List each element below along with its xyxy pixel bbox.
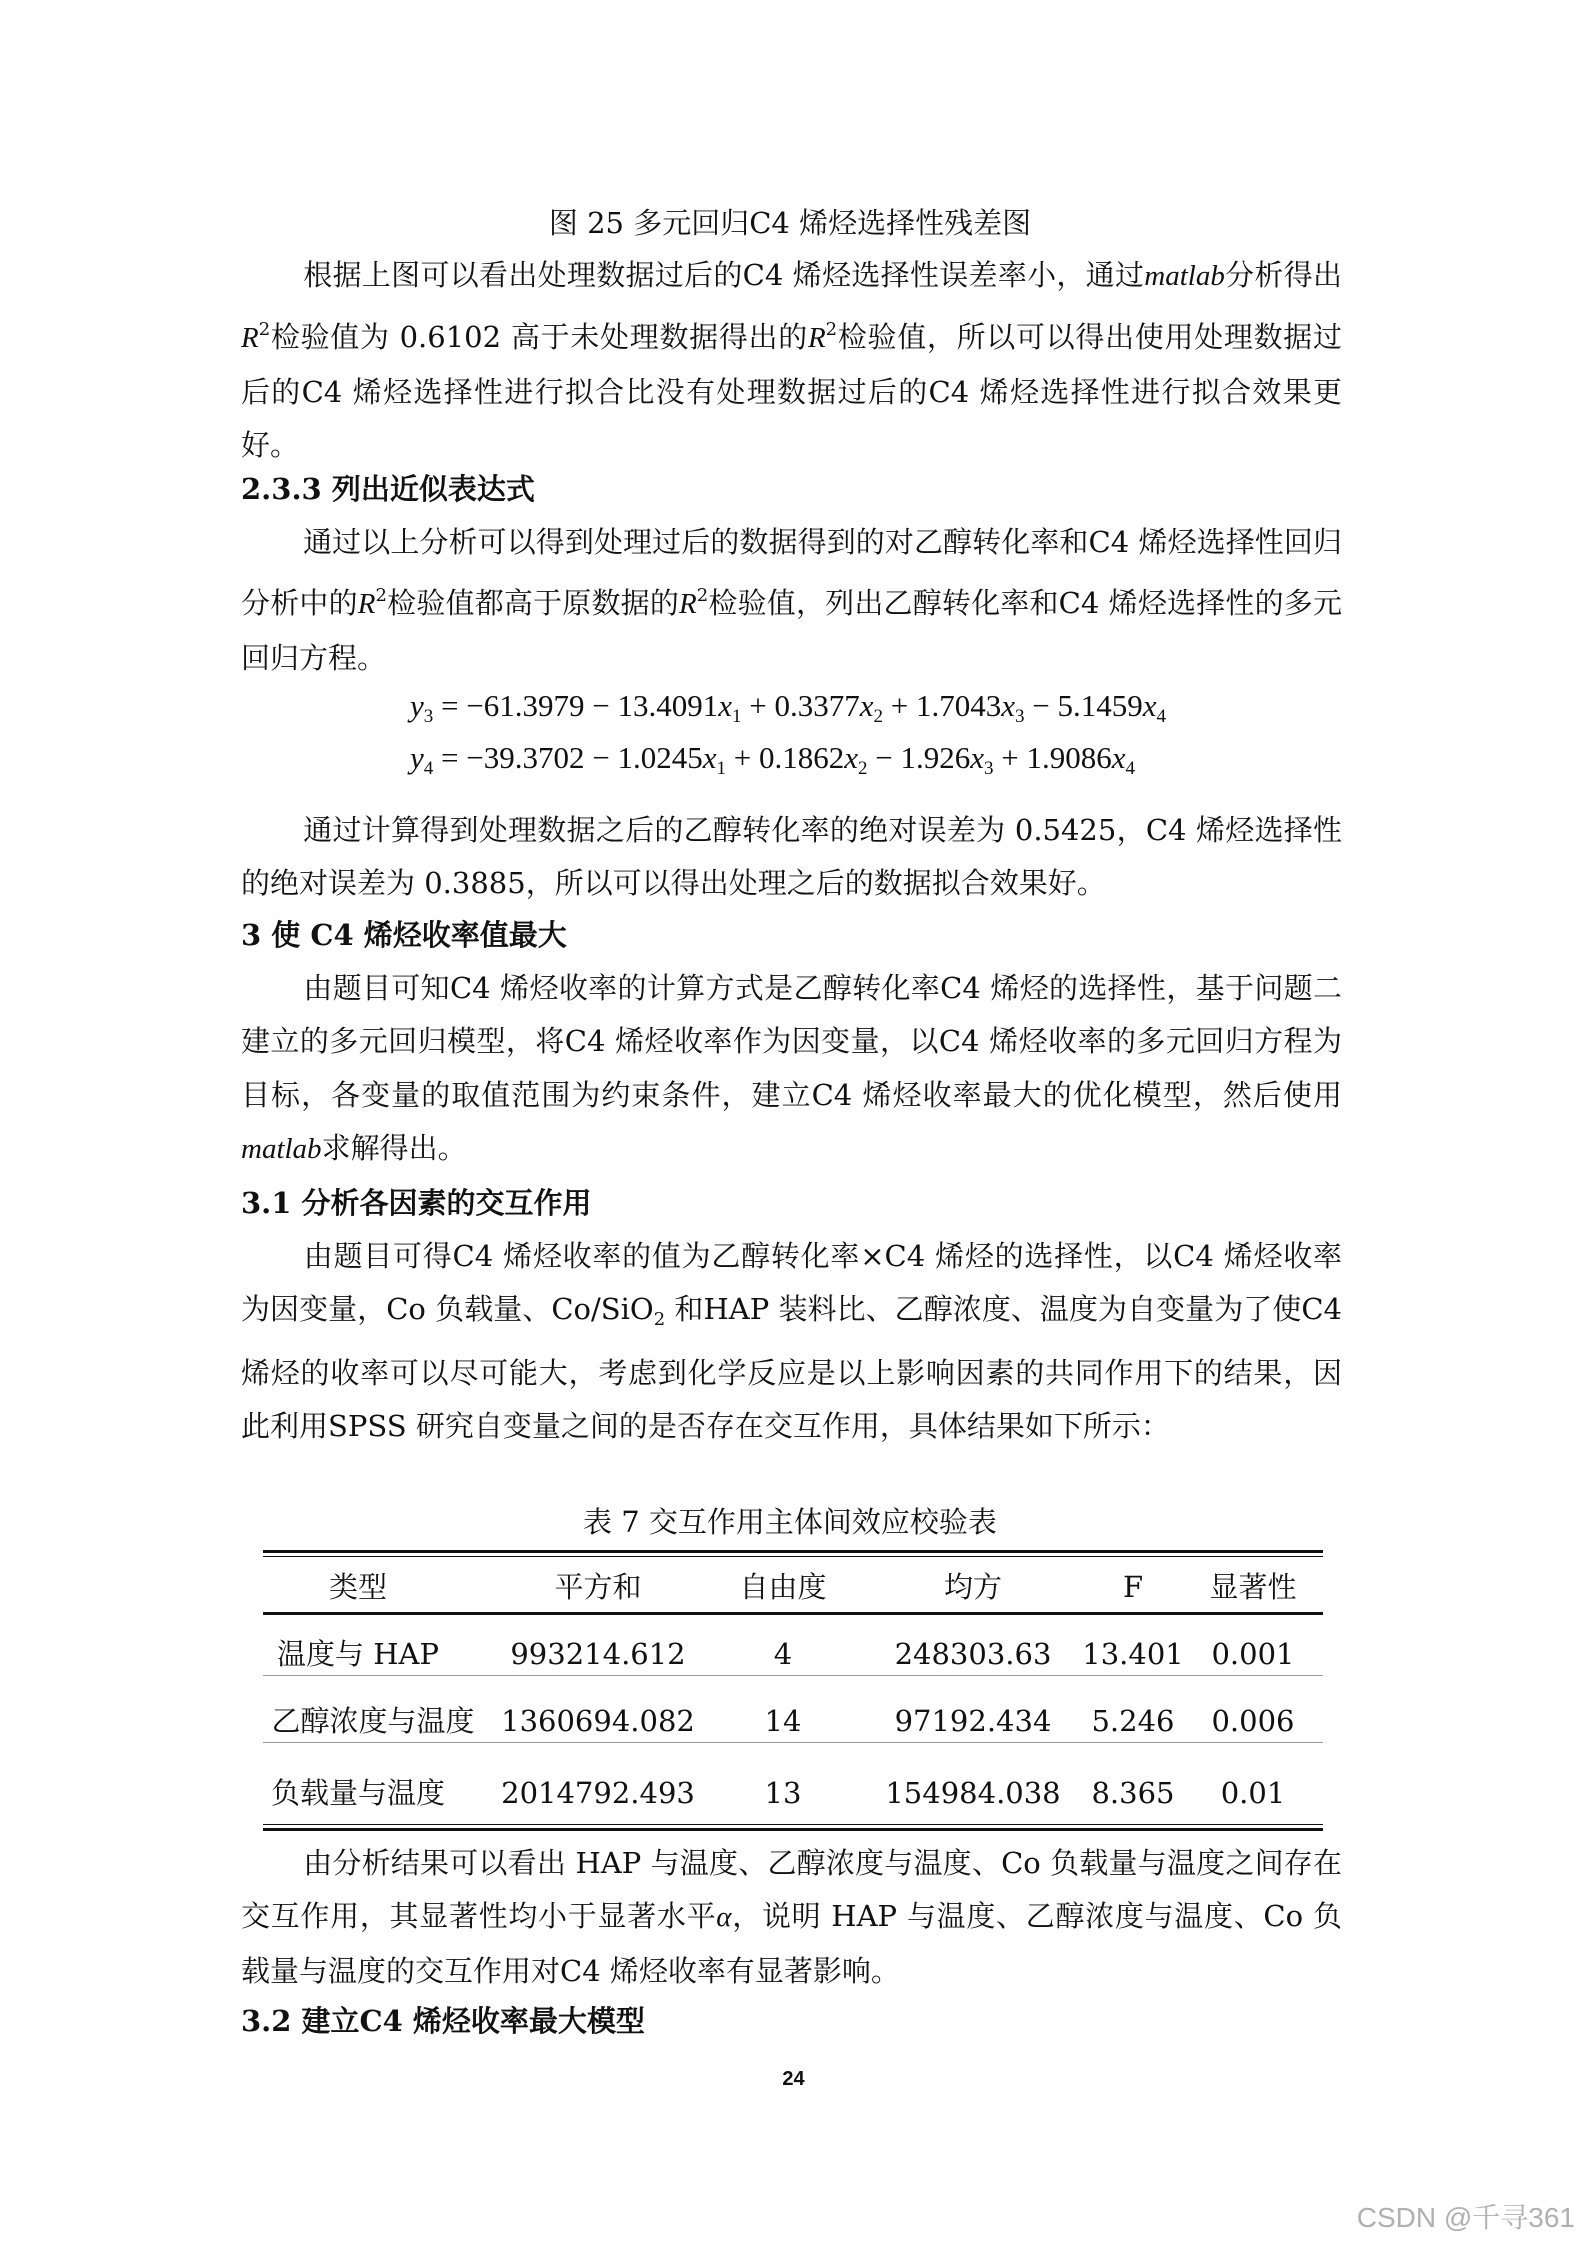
paragraph-interaction: 由题目可得C4 烯烃收率的值为乙醇转化率×C4 烯烃的选择性，以C4 烯烃收率为因变量，Co 负载量、Co/SiO$_2$ 和HAP 装料比、乙醇浓度、温度为自变量为了使C4 烯烃的收率可以尽可能大，考虑到化学反应是以上影响因素的共同作用下的结果，因此利用SPSS 研究自变量之间的是否存在交互作用，具体结果如下所示： (241, 1239, 1343, 1443)
section-heading-3-2: 3.2 建立C4 烯烃收率最大模型 (241, 2004, 645, 2038)
cell-df: 14 (764, 1704, 802, 1738)
cell-mean-square: 154984.038 (885, 1776, 1061, 1810)
paragraph-residual-analysis: 根据上图可以看出处理数据过后的C4 烯烃选择性误差率小，通过matlab分析得出$R^2$检验值为 0.6102 高于未处理数据得出的$R^2$检验值，所以可以得出使用处理数据过后的C4 烯烃选择性进行拟合比没有处理数据过后的C4 烯烃选择性进行拟合效果更好。 (241, 258, 1342, 462)
cell-significance: 0.001 (1211, 1637, 1295, 1671)
cell-f: 5.246 (1091, 1704, 1175, 1738)
cell-type: 温度与 HAP (277, 1637, 439, 1671)
cell-significance: 0.01 (1220, 1776, 1286, 1810)
table-bottom-rule-thin (263, 1824, 1323, 1825)
cell-sum-of-squares: 1360694.082 (501, 1704, 695, 1738)
cell-mean-square: 248303.63 (894, 1637, 1052, 1671)
equation-y4: $y_4 = -39.3702 - 1.0245x_1 + 0.1862x_2 - 1.926x_3 + 1.9086x_4$ (410, 740, 1135, 779)
cell-f: 13.401 (1082, 1637, 1184, 1671)
cell-type: 乙醇浓度与温度 (271, 1704, 475, 1738)
cell-type: 负载量与温度 (270, 1776, 445, 1810)
cell-significance: 0.006 (1211, 1704, 1295, 1738)
header-df: 自由度 (739, 1570, 827, 1604)
table-row (263, 1763, 1323, 1823)
header-type: 类型 (328, 1570, 387, 1604)
cell-df: 4 (773, 1637, 793, 1671)
table-header-row (263, 1557, 1323, 1617)
page-number: 24 (782, 2068, 805, 2090)
section-heading-2-3-3: 2.3.3 列出近似表达式 (241, 472, 535, 506)
figure-caption: 图 25 多元回归C4 烯烃选择性残差图 (548, 206, 1032, 240)
watermark: CSDN @千寻361 (1356, 2202, 1575, 2233)
cell-df: 13 (764, 1776, 802, 1810)
paragraph-absolute-error: 通过计算得到处理数据之后的乙醇转化率的绝对误差为 0.5425，C4 烯烃选择性的绝对误差为 0.3885，所以可以得出处理之后的数据拟合效果好。 (241, 813, 1342, 901)
paragraph-regression-intro: 通过以上分析可以得到处理过后的数据得到的对乙醇转化率和C4 烯烃选择性回归分析中的$R^2$检验值都高于原数据的$R^2$检验值，列出乙醇转化率和C4 烯烃选择性的多元回归方程。 (241, 525, 1342, 675)
header-f: F (1122, 1570, 1144, 1604)
header-mean-square: 均方 (943, 1570, 1002, 1604)
table-bottom-rule (263, 1828, 1323, 1831)
table-top-rule (263, 1550, 1323, 1553)
paragraph-interaction-result: 由分析结果可以看出 HAP 与温度、乙醇浓度与温度、Co 负载量与温度之间存在交互作用，其显著性均小于显著水平α，说明 HAP 与温度、乙醇浓度与温度、Co 负载量与温度的交互作用对C4 烯烃收率有显著影响。 (241, 1846, 1342, 1988)
cell-sum-of-squares: 993214.612 (510, 1637, 686, 1671)
table-header-rule (263, 1612, 1323, 1615)
equation-y3: $y_3 = -61.3979 - 13.4091x_1 + 0.3377x_2 + 1.7043x_3 - 5.1459x_4$ (410, 688, 1166, 727)
section-heading-3-1: 3.1 分析各因素的交互作用 (241, 1186, 592, 1220)
cell-mean-square: 97192.434 (894, 1704, 1052, 1738)
cell-sum-of-squares: 2014792.493 (501, 1776, 695, 1810)
table-row-divider (263, 1675, 1323, 1676)
header-significance: 显著性 (1209, 1570, 1297, 1604)
table-caption: 表 7 交互作用主体间效应校验表 (583, 1505, 997, 1539)
table-row-divider (263, 1742, 1323, 1743)
section-heading-3: 3 使 C4 烯烃收率值最大 (241, 918, 567, 952)
cell-f: 8.365 (1091, 1776, 1175, 1810)
header-sum-of-squares: 平方和 (554, 1570, 642, 1604)
paragraph-yield-model: 由题目可知C4 烯烃收率的计算方式是乙醇转化率C4 烯烃的选择性，基于问题二建立的多元回归模型，将C4 烯烃收率作为因变量，以C4 烯烃收率的多元回归方程为目标，各变量的取值范围为约束条件，建立C4 烯烃收率最大的优化模型，然后使用matlab求解得出。 (241, 971, 1342, 1165)
